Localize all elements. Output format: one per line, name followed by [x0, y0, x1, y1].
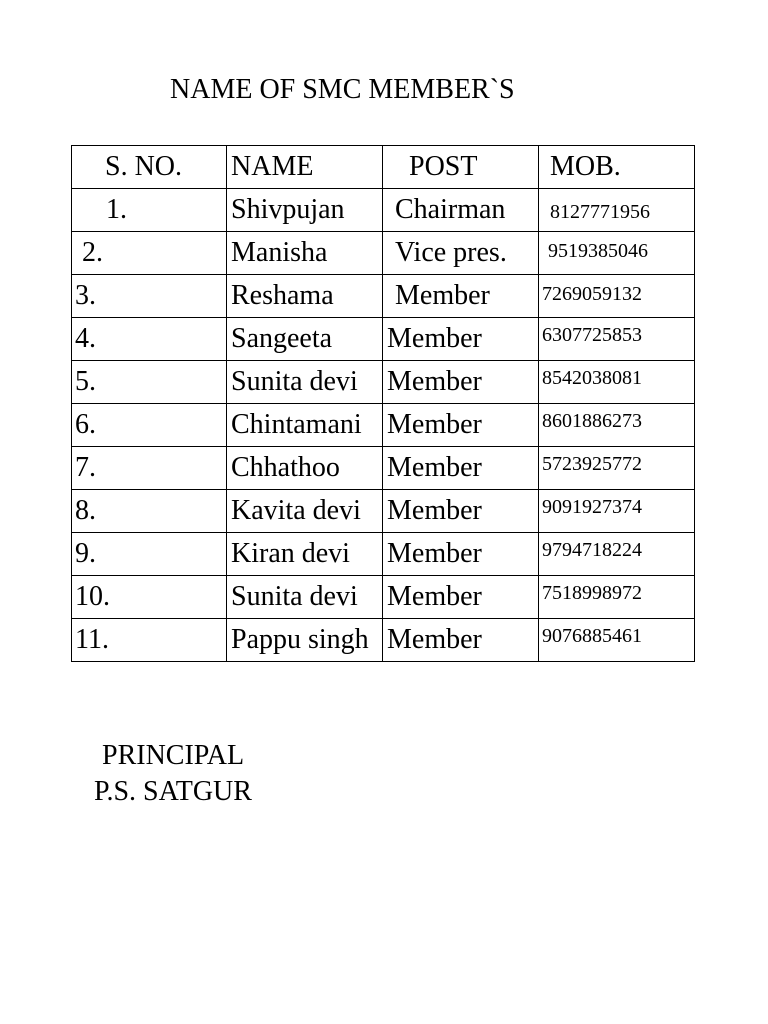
header-cell-sno [72, 146, 227, 189]
member-mobile-cell [539, 619, 695, 662]
member-mobile: 5723925772 [542, 453, 642, 475]
member-name-cell [227, 490, 383, 533]
member-name-cell [227, 619, 383, 662]
sno: 3. [75, 280, 96, 311]
member-mobile: 8601886273 [542, 410, 642, 432]
sno: 6. [75, 409, 96, 440]
member-name-cell [227, 275, 383, 318]
sno-cell [72, 275, 227, 318]
sno-cell [72, 318, 227, 361]
member-mobile: 9076885461 [542, 625, 642, 647]
member-mobile: 6307725853 [542, 324, 642, 346]
member-mobile-cell [539, 447, 695, 490]
table-row [72, 232, 695, 275]
member-name-cell [227, 533, 383, 576]
sno: 8. [75, 495, 96, 526]
member-post-cell [383, 404, 539, 447]
member-post-cell [383, 533, 539, 576]
member-name-cell [227, 318, 383, 361]
member-post-cell [383, 361, 539, 404]
sno-cell [72, 576, 227, 619]
page-title: NAME OF SMC MEMBER`S [170, 74, 515, 105]
member-post: Member [387, 581, 482, 612]
signature-school: P.S. SATGUR [94, 776, 252, 807]
sno-cell [72, 232, 227, 275]
member-mobile: 9091927374 [542, 496, 642, 518]
sno: 4. [75, 323, 96, 354]
member-mobile-cell [539, 533, 695, 576]
member-post: Member [387, 495, 482, 526]
sno: 9. [75, 538, 96, 569]
member-name-cell [227, 404, 383, 447]
table-row [72, 404, 695, 447]
member-name-cell [227, 189, 383, 232]
member-post: Member [395, 280, 490, 311]
member-mobile-cell [539, 189, 695, 232]
member-mobile: 7269059132 [542, 283, 642, 305]
member-name: Manisha [231, 237, 328, 268]
member-post: Vice pres. [395, 237, 507, 268]
signature-title: PRINCIPAL [102, 740, 245, 771]
sno-cell [72, 619, 227, 662]
member-name: Sunita devi [231, 366, 358, 397]
sno-cell [72, 189, 227, 232]
header-post-label: POST [409, 151, 478, 182]
sno: 2. [82, 237, 103, 268]
table-row [72, 447, 695, 490]
table-row [72, 533, 695, 576]
sno: 5. [75, 366, 96, 397]
member-post: Chairman [395, 194, 506, 225]
sno: 11. [75, 624, 109, 655]
member-mobile-cell [539, 576, 695, 619]
member-mobile: 9519385046 [548, 240, 648, 262]
member-mobile: 8127771956 [550, 201, 650, 223]
header-cell-post [383, 146, 539, 189]
member-mobile-cell [539, 318, 695, 361]
sno-cell [72, 361, 227, 404]
member-post-cell [383, 189, 539, 232]
table-header-row [72, 146, 695, 189]
header-cell-mob [539, 146, 695, 189]
member-name: Kiran devi [231, 538, 350, 569]
member-mobile-cell [539, 275, 695, 318]
sno-cell [72, 490, 227, 533]
member-mobile: 9794718224 [542, 539, 642, 561]
member-name: Sangeeta [231, 323, 333, 354]
sno: 1. [106, 194, 127, 225]
member-post: Member [387, 624, 482, 655]
header-cell-name [227, 146, 383, 189]
header-name-label: NAME [231, 151, 314, 182]
member-post: Member [387, 538, 482, 569]
sno: 10. [75, 581, 110, 612]
sno-cell [72, 533, 227, 576]
member-mobile-cell [539, 232, 695, 275]
member-name: Pappu singh [231, 624, 369, 655]
member-name-cell [227, 576, 383, 619]
member-mobile-cell [539, 361, 695, 404]
table-row [72, 619, 695, 662]
member-post-cell [383, 619, 539, 662]
header-mob-label: MOB. [550, 151, 621, 182]
member-mobile-cell [539, 404, 695, 447]
member-name-cell [227, 232, 383, 275]
smc-members-table [71, 145, 695, 662]
table-row [72, 318, 695, 361]
member-post: Member [387, 323, 482, 354]
member-name: Chintamani [231, 409, 362, 440]
member-mobile: 8542038081 [542, 367, 642, 389]
member-post: Member [387, 409, 482, 440]
member-name-cell [227, 361, 383, 404]
member-mobile: 7518998972 [542, 582, 642, 604]
table-row [72, 361, 695, 404]
table-row [72, 189, 695, 232]
member-mobile-cell [539, 490, 695, 533]
member-post: Member [387, 366, 482, 397]
table-row [72, 576, 695, 619]
member-name: Reshama [231, 280, 334, 311]
member-name: Chhathoo [231, 452, 340, 483]
member-post: Member [387, 452, 482, 483]
table-row [72, 275, 695, 318]
member-name: Shivpujan [231, 194, 345, 225]
member-post-cell [383, 576, 539, 619]
member-post-cell [383, 318, 539, 361]
member-post-cell [383, 275, 539, 318]
table-row [72, 490, 695, 533]
sno-cell [72, 447, 227, 490]
member-name-cell [227, 447, 383, 490]
header-sno-label: S. NO. [105, 151, 183, 182]
sno: 7. [75, 452, 96, 483]
member-name: Sunita devi [231, 581, 358, 612]
member-post-cell [383, 232, 539, 275]
sno-cell [72, 404, 227, 447]
member-post-cell [383, 447, 539, 490]
member-name: Kavita devi [231, 495, 361, 526]
member-post-cell [383, 490, 539, 533]
